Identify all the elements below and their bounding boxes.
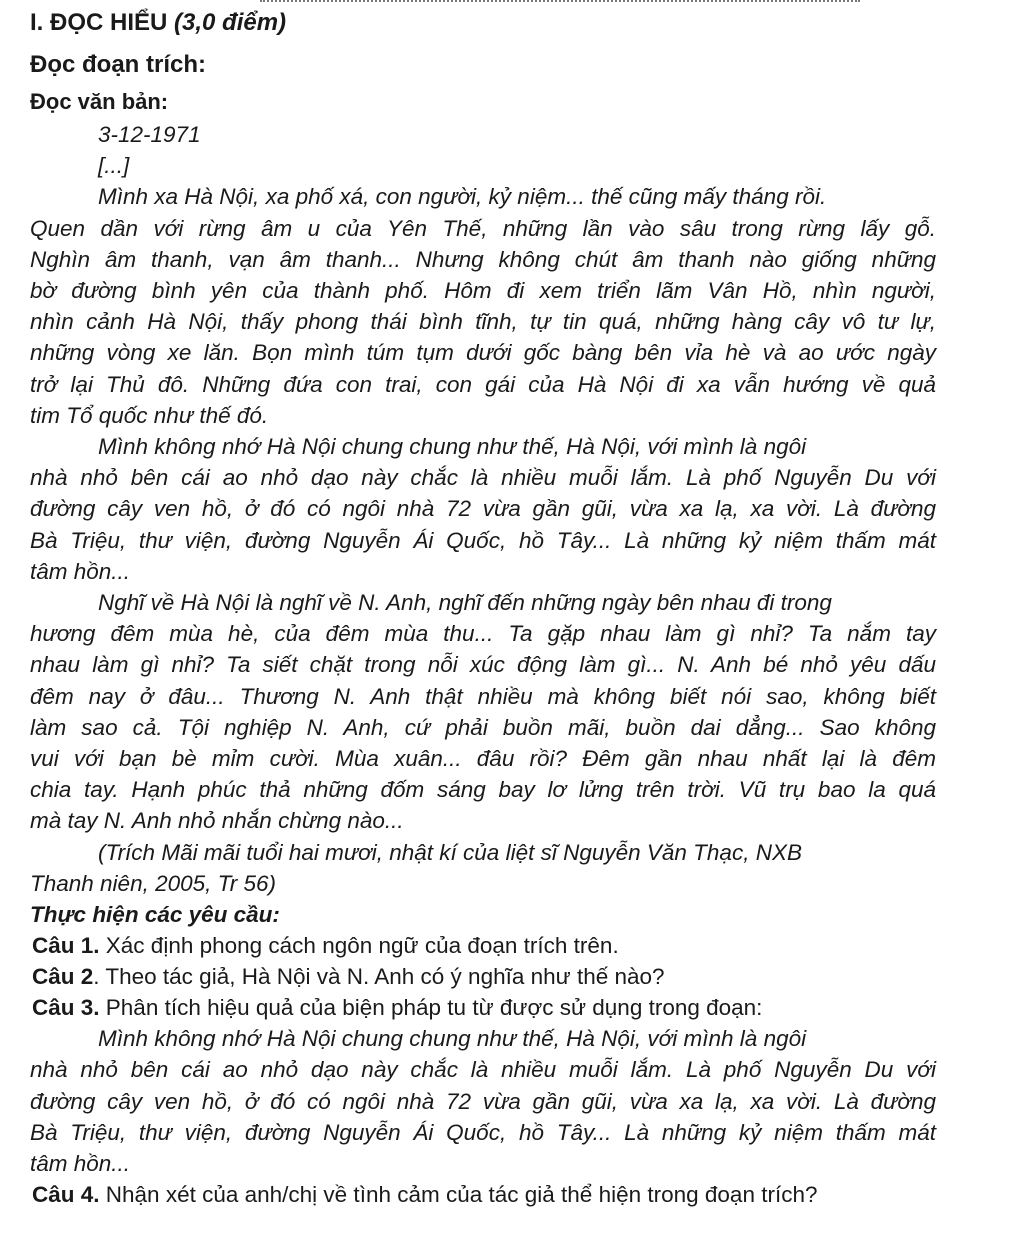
passage-paragraph-2	[30, 431, 940, 587]
question-1-label: Câu 1.	[32, 933, 100, 959]
question-4-label: Câu 4.	[32, 1182, 100, 1208]
question-4	[30, 1179, 940, 1210]
quote-line: đường cây ven hồ, ở đó có ngôi nhà 72 vừa gần gũi, vừa xa lạ, xa vời. Là đường	[30, 1088, 936, 1114]
passage-line: hương đêm mùa hè, của đêm mùa thu... Ta gặp nhau làm gì nhỉ? Ta nắm tay	[30, 621, 936, 647]
section-title: Đọc đoạn trích:	[30, 51, 207, 78]
question-3-quote	[30, 1023, 940, 1179]
exam-page	[30, 0, 940, 1210]
passage-line: Nghìn âm thanh, vạn âm thanh... Nhưng không chút âm thanh nào giống những	[30, 246, 936, 272]
quote-line: Bà Triệu, thư viện, đường Nguyễn Ái Quốc, hồ Tây... Là những kỷ niệm thấm mát	[30, 1119, 936, 1145]
passage-citation	[30, 837, 940, 899]
passage-line: Quen dần với rừng âm u của Yên Thế, những lần vào sâu trong rừng lấy gỗ.	[30, 215, 936, 241]
section-heading	[30, 6, 940, 40]
quote-line: nhà nhỏ bên cái ao nhỏ dạo này chắc là nhiều muỗi lắm. Là phố Nguyễn Du với	[30, 1057, 936, 1083]
question-3	[30, 992, 940, 1023]
passage-line: Mình xa Hà Nội, xa phố xá, con người, kỷ niệm... thế cũng mấy tháng rồi.	[98, 184, 827, 210]
section-subtitle: Đọc văn bản:	[30, 89, 169, 114]
passage-line: nhà nhỏ bên cái ao nhỏ dạo này chắc là nhiều muỗi lắm. Là phố Nguyễn Du với	[30, 465, 936, 491]
question-3-label: Câu 3.	[32, 995, 100, 1021]
section-heading-score: (3,0 điểm)	[174, 9, 287, 36]
passage-line: mà tay N. Anh nhỏ nhắn chừng nào...	[30, 808, 404, 834]
passage-line: đường cây ven hồ, ở đó có ngôi nhà 72 vừa gần gũi, vừa xa lạ, xa vời. Là đường	[30, 496, 936, 522]
passage-line: tim Tổ quốc như thế đó.	[30, 402, 269, 428]
passage-ellipsis: [...]	[98, 153, 130, 179]
section-heading-number: I. ĐỌC HIỂU	[30, 9, 168, 36]
question-2	[30, 961, 940, 992]
passage-line: nhìn cảnh Hà Nội, thấy phong thái bình tĩnh, tự tin quá, những hàng cây vô tư lự,	[30, 309, 936, 335]
passage-line: trở lại Thủ đô. Những đứa con trai, con gái của Hà Nội đi xa vẫn hướng về quả	[30, 371, 936, 397]
passage-line: làm sao cả. Tội nghiệp N. Anh, cứ phải buồn mãi, buồn dai dẳng... Sao không	[30, 714, 936, 740]
citation-line: (Trích Mãi mãi tuổi hai mươi, nhật kí của liệt sĩ Nguyễn Văn Thạc, NXB	[98, 839, 802, 865]
passage-line: chia tay. Hạnh phúc thả những đốm sáng bay lơ lửng trên trời. Vũ trụ bao la quá	[30, 777, 936, 803]
passage-date: 3-12-1971	[98, 122, 201, 147]
question-2-text: . Theo tác giả, Hà Nội và N. Anh có ý nghĩa như thế nào?	[93, 964, 665, 990]
question-4-text: Nhận xét của anh/chị về tình cảm của tác giả thể hiện trong đoạn trích?	[99, 1182, 818, 1208]
quote-line: Mình không nhớ Hà Nội chung chung như thế, Hà Nội, với mình là ngôi	[98, 1026, 807, 1052]
question-1-text: Xác định phong cách ngôn ngữ của đoạn trích trên.	[99, 933, 619, 959]
question-1	[30, 930, 940, 961]
passage-line: những vòng xe lăn. Bọn mình túm tụm dưới gốc bàng bên vỉa hè và ao ước ngày	[30, 340, 936, 366]
passage-line: Nghĩ về Hà Nội là nghĩ về N. Anh, nghĩ đến những ngày bên nhau đi trong	[98, 590, 832, 616]
citation-line: Thanh niên, 2005, Tr 56)	[30, 870, 276, 896]
passage-line: đêm nay ở đâu... Thương N. Anh thật nhiều mà không biết nói sao, không biết	[30, 683, 936, 709]
quote-line: tâm hồn...	[30, 1151, 131, 1177]
passage-line: Mình không nhớ Hà Nội chung chung như thế, Hà Nội, với mình là ngôi	[98, 434, 807, 460]
passage-paragraph-3	[30, 587, 940, 837]
question-3-text: Phân tích hiệu quả của biện pháp tu từ được sử dụng trong đoạn:	[99, 995, 763, 1021]
passage-line: tâm hồn...	[30, 558, 131, 584]
passage-line: vui với bạn bè mỉm cười. Mùa xuân... đâu rồi? Đêm gần nhau nhất lại là đêm	[30, 746, 936, 772]
question-2-label: Câu 2	[32, 964, 94, 990]
passage-line: bờ đường bình yên của thành phố. Hôm đi xem triển lãm Vân Hồ, nhìn người,	[30, 278, 936, 304]
passage-line: nhau làm gì nhỉ? Ta siết chặt trong nỗi xúc động làm gì... N. Anh bé nhỏ yêu dấu	[30, 652, 936, 678]
passage-paragraph-1	[30, 181, 940, 431]
tasks-heading: Thực hiện các yêu cầu:	[30, 902, 280, 928]
passage-line: Bà Triệu, thư viện, đường Nguyễn Ái Quốc, hồ Tây... Là những kỷ niệm thấm mát	[30, 527, 936, 553]
